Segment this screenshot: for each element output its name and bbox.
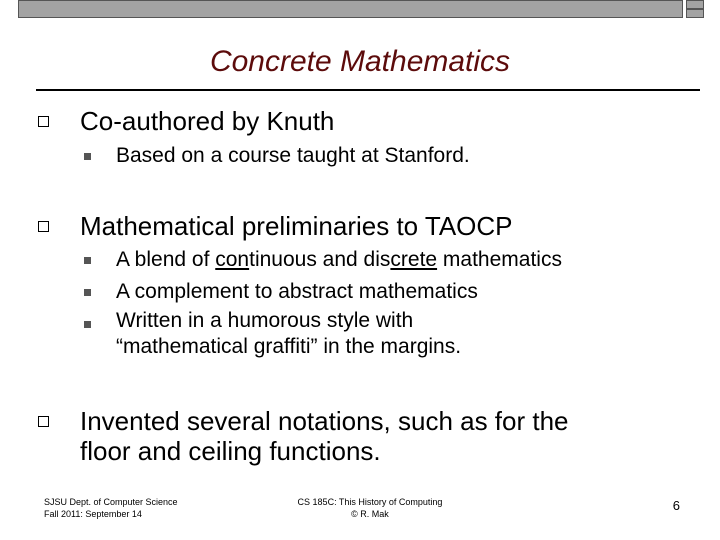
title-divider bbox=[36, 89, 700, 91]
bullet-2-sub-3: Written in a humorous style with “mathematical graffiti” in the margins. bbox=[116, 309, 462, 358]
filled-square-bullet-icon bbox=[84, 257, 91, 264]
footer-left: SJSU Dept. of Computer Science Fall 2011: September 14 bbox=[44, 497, 178, 519]
hollow-square-bullet-icon bbox=[38, 116, 49, 127]
top-decorative-bar bbox=[18, 0, 683, 18]
bullet-1-sub-1: Based on a course taught at Stanford. bbox=[116, 144, 470, 167]
filled-square-bullet-icon bbox=[84, 289, 91, 296]
footer-center: CS 185C: This History of Computing © R. Mak bbox=[297, 497, 443, 519]
hollow-square-bullet-icon bbox=[38, 221, 49, 232]
hollow-square-bullet-icon bbox=[38, 416, 49, 427]
bullet-2-text: Mathematical preliminaries to TAOCP bbox=[80, 211, 513, 241]
page-number: 6 bbox=[672, 498, 680, 513]
filled-square-bullet-icon bbox=[84, 153, 91, 160]
slide-title: Concrete Mathematics bbox=[209, 45, 511, 78]
corner-decoration bbox=[686, 0, 704, 18]
bullet-2-sub-1: A blend of continuous and discrete mathematics bbox=[116, 248, 562, 271]
bullet-2-sub-2: A complement to abstract mathematics bbox=[116, 280, 478, 303]
filled-square-bullet-icon bbox=[84, 321, 91, 328]
bullet-3-text: Invented several notations, such as for the floor and ceiling functions. bbox=[80, 406, 569, 466]
bullet-1-text: Co-authored by Knuth bbox=[80, 106, 335, 136]
